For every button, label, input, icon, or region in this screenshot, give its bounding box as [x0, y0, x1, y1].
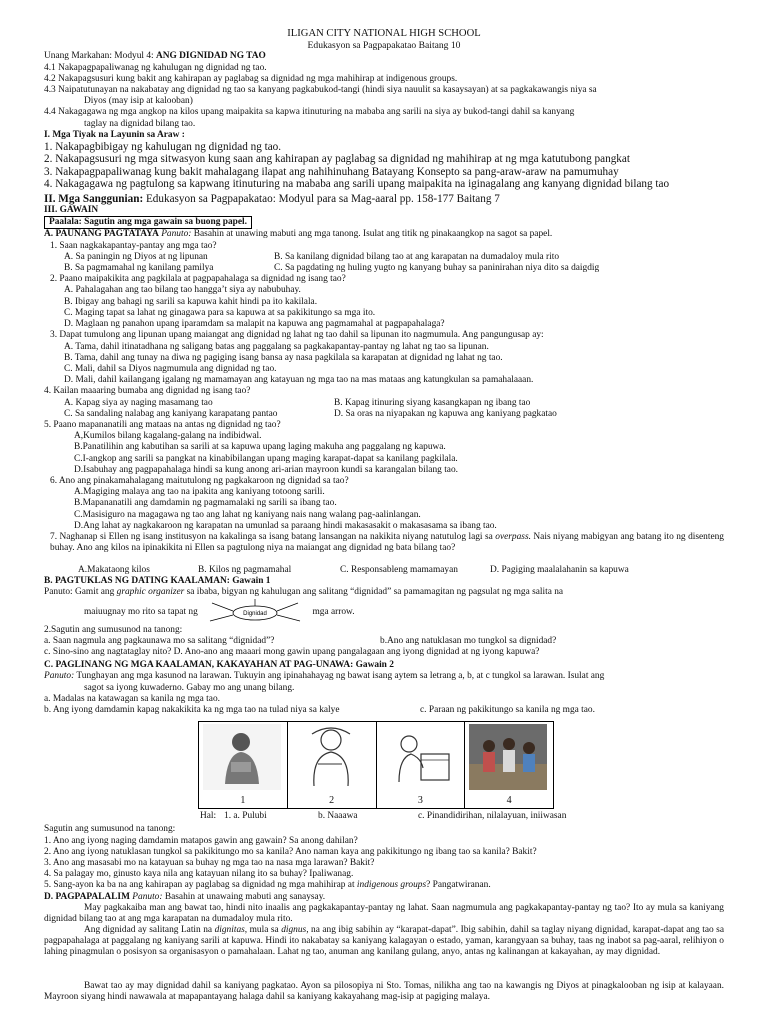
- part-b-question-b: b.Ano ang natuklasan mo tungkol sa dignidad?: [380, 635, 557, 646]
- question-2-choice-b: B. Ibigay ang bahagi ng sarili sa kapuwa kahit hindi pa ito kakilala.: [64, 296, 318, 307]
- question-1-choice-a: A. Sa paningin ng Diyos at ng lipunan: [64, 251, 208, 262]
- essay-paragraph-2-italic-1: dignitas,: [214, 924, 248, 935]
- reflection-question-2: 2. Ano ang iyong natuklasan tungkol sa pakikitungo mo sa kanila? Ano naman kaya ang pakikitungo ng ibang tao sa kanila? Bakit?: [44, 846, 537, 857]
- part-d-heading-line: [44, 892, 724, 903]
- picture-1-bowl: [231, 762, 251, 772]
- competency-3-cont: Diyos (may isip at kalooban): [84, 96, 193, 107]
- part-d-heading: D. PAGPAPALALIM: [44, 891, 130, 902]
- question-4-choice-c: C. Sa sandaling nalabag ang kaniyang karapatang pantao: [64, 408, 278, 419]
- example-label: Hal:: [200, 811, 217, 822]
- picture-4-shirt-2: [503, 750, 515, 772]
- picture-4-child-1: [483, 740, 495, 752]
- reflection-question-4: 4. Sa palagay mo, ginusto kaya nila ang katayuan nilang ito sa buhay? Ipaliwanag.: [44, 869, 354, 880]
- question-4-row-2: [44, 409, 724, 420]
- essay-paragraph-1: May pagkakaiba man ang bawat tao, hindi nito inaalis ang pagkakapantay-pantay ng lahat. Saan nagmumula ang pagkakapantay-pantay ng tao? Ito ay mula sa kaniyang dignidad bilang tao at ang mga karapatan na dumadaloy mula rito.: [44, 902, 724, 925]
- part-c-items-bc: [44, 705, 724, 716]
- competency-2: 4.2 Nakapagsusuri kung bakit ang kahirapan ay paglabag sa dignidad ng mga mahihirap at indigenous groups.: [44, 73, 458, 84]
- module-line: [44, 51, 724, 62]
- question-3: 3. Dapat tumulong ang lipunan upang maiangat ang dignidad ng lahat ng tao dahil sa lipunan ito nagmumula. Ang pangungusap ay:: [50, 330, 544, 341]
- question-7-italic: overpass.: [495, 531, 531, 542]
- reflection-question-3: 3. Ano ang masasabi mo na katayuan sa buhay ng mga tao na nasa mga larawan? Bakit?: [44, 858, 375, 868]
- graphic-organizer: [200, 599, 310, 625]
- worksheet-page: [44, 28, 724, 1015]
- question-4-choice-d: D. Sa oras na niyapakan ng kapuwa ang kaniyang pagkatao: [334, 408, 557, 419]
- references-heading: II. Mga Sanggunian:: [44, 192, 144, 205]
- question-3-choice-c: C. Mali, dahil sa Diyos nagmumula ang dignidad ng tao.: [64, 363, 277, 374]
- essay-paragraph-3: Bawat tao ay may dignidad dahil sa kaniyang pagkatao. Ayon sa pilosopiya ni Sto. Tomas, nilikha ang tao na kawangis ng Diyos at pinagkalooban ng isip at kalayaan. Mayroon siyang hindi nawawala at mapapantayang halaga dahil sa kaniyang kakayahang mag-isip at pagiging malaya.: [44, 980, 724, 1003]
- picture-3-bin: [421, 754, 449, 780]
- objective-1: 1. Nakapagbibigay ng kahulugan ng dignidad ng tao.: [44, 141, 282, 154]
- picture-2-head: [321, 730, 341, 750]
- question-5-choice-c: C.I-angkop ang sarili sa pangkat na kinabibilangan upang maging karapat-dapat sa kanilang pagkilala.: [74, 453, 458, 464]
- question-2-choice-c: C. Maging tapat sa lahat ng ginagawa para sa kapuwa at sa pakikitungo sa mga ito.: [64, 307, 376, 318]
- organizer-arrow-se: [277, 615, 300, 621]
- question-2: 2. Paano maipakikita ang pagkilala at pagpapahalaga sa dignidad ng isang tao?: [50, 274, 346, 285]
- part-c-heading: C. PAGLINANG NG MGA KAALAMAN, KAKAYAHAN AT PAG-UNAWA:: [44, 660, 354, 671]
- part-b-questions-ab: [44, 636, 724, 647]
- question-3-choice-a: A. Tama, dahil itinatadhana ng saligang batas ang paggalang sa pagkakapantay-pantay ng lahat ng tao sa lipunan.: [64, 341, 489, 352]
- part-c-direction: [44, 671, 724, 682]
- picture-4-child-2: [503, 738, 515, 750]
- question-6-choice-b: B.Mapananatili ang damdamin ng pagmamalaki ng sarili sa ibang tao.: [74, 498, 337, 509]
- part-d-direction-label: Panuto:: [132, 891, 163, 902]
- part-b-direction-italic: graphic organizer: [116, 587, 185, 598]
- subject-title: Edukasyon sa Pagpapakatao Baitang 10: [307, 40, 461, 52]
- part-c-direction-text: Tunghayan ang mga kasunod na larawan. Tukuyin ang ipinahahayag ng bawat isang aytem sa letrang a, b, at c tungkol sa larawan. Isulat ang: [76, 671, 605, 682]
- picture-strip: [198, 721, 554, 809]
- picture-3: [377, 722, 466, 808]
- organizer-arrow-ne: [277, 603, 298, 611]
- part-a-direction: [44, 229, 724, 240]
- question-2-choice-a: A. Pahalagahan ang tao bilang tao hangga’t siya ay nabubuhay.: [64, 285, 301, 296]
- reflection-question-5-italic: indigenous groups: [356, 880, 427, 891]
- question-7-prefix: 7. Naghanap si Ellen ng isang institusyon na kakalinga sa isang batang lansangan na nakikita niyang natutulog lagi sa: [50, 531, 493, 542]
- example-a: 1. a. Pulubi: [224, 811, 267, 822]
- school-name: ILIGAN CITY NATIONAL HIGH SCHOOL: [287, 28, 481, 39]
- essay-paragraph-2-mid: mula sa: [247, 924, 279, 935]
- reflection-question-5-prefix: 5. Sang-ayon ka ba na ang kahirapan ay paglabag sa dignidad ng mga mahihirap at: [44, 880, 355, 891]
- picture-4-number: 4: [506, 795, 512, 807]
- picture-1-head: [232, 733, 250, 751]
- essay-paragraph-2-suffix: na ang ibig sabihin ay “karapat-dapat”. Ibig sabihin, dahil sa taglay niyang dignidad, karapat-dapat ang tao sa pagpapahalaga at paggalang ng kaniyang sarili at kapuwa. Hindi ito nakabatay sa kaniyang kalagayan o estado, yaman, karangyaan sa buhay, taas ng inabot sa pag-aaral, relihiyon o lahing pinagmulan o posisyon sa organisasyon o pamahalaan. Lahat ng tao, anuman ang kanilang gulang, anyo, antas ng kalinangan at kakayahan, ay may dignidad.: [44, 924, 724, 958]
- question-5: 5. Paano mapananatili ang mataas na antas ng dignidad ng tao?: [44, 419, 281, 430]
- references-line: [44, 193, 724, 205]
- part-a-direction-label: Panuto:: [161, 229, 192, 240]
- picture-1-sketch: [203, 724, 281, 790]
- example-line: [44, 811, 724, 822]
- objective-4: 4. Nakagagawa ng pagtulong sa kapwang itinuturing na mababa ang sarili upang maipakita na iginagalang ang kanyang dignidad bilang tao: [44, 178, 670, 191]
- question-7-suffix: Nais niyang mabigyan ang batang ito ng disenteng buhay. Ano ang kilos na ipinakikita ni Ellen sa pagtulong niya na maiangat ang dignidad ng bata bilang tao?: [50, 531, 724, 554]
- competency-4: 4.4 Nakagagawa ng mga angkop na kilos upang maipakita sa kapwa itinuturing na mababa ang sarili na siya ay bukod-tangi dahil sa kanyang: [44, 107, 575, 118]
- reminder-box: Paalala: Sagutin ang mga gawain sa buong papel.: [44, 216, 252, 229]
- section-3-heading: III. GAWAIN: [44, 205, 99, 216]
- part-b-question-c: c. Sino-sino ang nagtataglay nito? D. Ano-ano ang maaari mong gawin upang pangalagaan ang iyong dignidad at ng iyong kapuwa?: [44, 646, 540, 657]
- question-4: 4. Kailan maaaring bumaba ang dignidad ng isang tao?: [44, 386, 251, 397]
- question-4-choice-a: A. Kapag siya ay naging masamang tao: [64, 397, 213, 408]
- question-7-choice-d: D. Pagiging maalalahanin sa kapuwa: [490, 564, 629, 575]
- picture-3-sketch: [381, 724, 459, 790]
- question-2-choice-d: D. Maglaan ng panahon upang iparamdam sa malapit na kapuwa ang pagmamahal at pagpapahalaga?: [64, 319, 445, 330]
- reflection-question-5: [44, 880, 724, 891]
- picture-2-body: [314, 752, 348, 786]
- picture-4-child-3: [523, 742, 535, 754]
- part-a-heading: A. PAUNANG PAGTATAYA: [44, 229, 159, 240]
- part-c-gawain: Gawain 2: [355, 660, 394, 671]
- picture-3-number: 3: [417, 795, 423, 807]
- part-b-direction: [44, 587, 724, 598]
- essay-paragraph-2-prefix: Ang dignidad ay salitang Latin na: [84, 924, 213, 935]
- part-b-organizer-line: [44, 599, 724, 625]
- question-7-choice-c: C. Responsableng mamamayan: [340, 564, 458, 575]
- question-4-choice-b: B. Kapag itinuring siyang kasangkapan ng ibang tao: [334, 397, 531, 408]
- competency-4-cont: taglay na dignidad bilang tao.: [84, 118, 196, 129]
- question-1-choice-b: B. Sa kanilang dignidad bilang tao at ang karapatan na dumadaloy mula rito: [274, 251, 560, 262]
- organizer-arrow-nw: [212, 603, 233, 611]
- references-text: Edukasyon sa Pagpapakatao: Modyul para sa Mag-aaral pp. 158-177 Baitang 7: [145, 192, 500, 205]
- reflection-question-1: 1. Ano ang iyong naging damdamin matapos gawin ang gawain? Sa anong dahilan?: [44, 835, 358, 846]
- part-b-heading-line: [44, 576, 724, 587]
- part-c-heading-line: [44, 660, 724, 671]
- part-b-heading: B. PAGTUKLAS NG DATING KAALAMAN:: [44, 576, 230, 587]
- question-3-choice-b: B. Tama, dahil ang tunay na diwa ng pagiging isang bansa ay nasa pagkilala sa karapatan at dignidad ng lahat ng tao.: [64, 352, 503, 363]
- part-b-question-a: a. Saan nagmula ang pagkaunawa mo sa salitang “dignidad”?: [44, 635, 275, 646]
- part-c-item-b: b. Ang iyong damdamin kapag nakakikita ka ng mga tao na tulad niya sa kalye: [44, 704, 340, 715]
- question-1-row-1: [44, 252, 724, 263]
- part-c-direction-label: Panuto:: [44, 671, 75, 682]
- objective-3: 3. Nakapagpapaliwanag kung bakit mahalagang ilapat ang nahihinuhang Batayang Konsepto sa pang-araw-araw na pamumuhay: [44, 165, 619, 178]
- part-b-direction-line2a: maiuugnay mo rito sa tapat ng: [84, 606, 198, 617]
- question-7-choices: [44, 565, 724, 576]
- example-c: c. Pinandidirihan, nilalayuan, iniiwasan: [418, 811, 567, 822]
- module-label: Unang Markahan: Modyul 4:: [44, 51, 154, 62]
- objective-2: 2. Nakapagsusuri ng mga sitwasyon kung saan ang kahirapan ay paglabag sa dignidad ng mahihirap at ng mga katutubong pangkat: [44, 153, 630, 166]
- question-1: 1. Saan nagkakapantay-pantay ang mga tao?: [50, 240, 217, 251]
- organizer-arrow-sw: [210, 615, 233, 621]
- question-5-choice-b: B.Panatilihin ang kabutihan sa sarili at sa kapuwa upang laging makuha ang paggalang ng kapuwa.: [74, 442, 446, 453]
- question-5-choice-d: D.Isabuhay ang pagpapahalaga hindi sa kung anong ari-arian mayroon kundi sa karangalan bilang tao.: [74, 464, 458, 475]
- picture-3-head: [401, 736, 417, 752]
- picture-4-photo: [469, 724, 547, 790]
- graphic-organizer-diagram: [200, 599, 310, 625]
- question-1-choice-c: B. Sa pagmamahal ng kanilang pamilya: [64, 263, 214, 274]
- organizer-label: Dignidad: [243, 610, 267, 617]
- part-d-direction: Basahin at unawaing mabuti ang sanaysay.: [164, 891, 326, 902]
- essay-paragraph-2-italic-2: dignus,: [281, 924, 309, 935]
- question-1-choice-d: C. Sa pagdating ng huling yugto ng kanyang buhay sa paninirahan niya dito sa daigdig: [274, 263, 600, 274]
- question-5-choice-a: A,Kumilos bilang kagalang-galang na indibidwal.: [74, 431, 262, 442]
- essay-paragraph-2: [44, 925, 724, 981]
- picture-2-number: 2: [329, 795, 335, 807]
- question-7-choice-b: B. Kilos ng pagmamahal: [198, 564, 292, 575]
- question-7: [44, 532, 724, 565]
- part-b-gawain: Gawain 1: [232, 576, 271, 587]
- question-6-choice-c: C.Masisiguro na magagawa ng tao ang lahat ng kaniyang nais nang walang pag-aalinlangan.: [74, 509, 421, 520]
- section-1-heading: I. Mga Tiyak na Layunin sa Araw :: [44, 129, 185, 140]
- reminder-line: [44, 216, 724, 229]
- example-b: b. Naaawa: [318, 811, 358, 822]
- picture-2-sketch: [292, 724, 370, 790]
- picture-4-shirt-3: [523, 754, 535, 772]
- picture-4-shirt-1: [483, 752, 495, 772]
- questions-intro: Sagutin ang sumusunod na tanong:: [44, 824, 176, 835]
- question-4-row-1: [44, 398, 724, 409]
- part-c-item-c: c. Paraan ng pakikitungo sa kanila ng mga tao.: [420, 704, 595, 715]
- part-b-direction-line2b: mga arrow.: [312, 606, 355, 617]
- question-6: 6. Ano ang pinakamahalagang maitutulong ng pagkakaroon ng dignidad sa tao?: [50, 475, 349, 486]
- competency-1: 4.1 Nakapagpapaliwanag ng kahulugan ng dignidad ng tao.: [44, 62, 267, 73]
- part-c-item-a: a. Madalas na katawagan sa kanila ng mga tao.: [44, 693, 220, 704]
- picture-1: [199, 722, 288, 808]
- part-a-direction-text: Basahin at unawing mabuti ang mga tanong. Isulat ang titik ng pinakaangkop na sagot sa papel.: [193, 229, 553, 240]
- question-3-choice-d: D. Mali, dahil kailangang igalang ng mamamayan ang katayuan ng mga tao na mas mataas ang katungkulan sa pamahalaaan.: [64, 375, 534, 386]
- picture-3-body: [399, 754, 423, 782]
- module-title: ANG DIGNIDAD NG TAO: [155, 51, 266, 62]
- picture-1-number: 1: [240, 795, 246, 807]
- competency-3: 4.3 Naipatutunayan na nakabatay ang dignidad ng tao sa kanyang pagkabukod-tangi (hindi siya nauulit sa kasaysayan) at sa pagkakawangis niya sa: [44, 85, 597, 96]
- part-b-direction-suffix: sa ibaba, bigyan ng kahulugan ang salitang “dignidad” sa pamamagitan ng pagsulat ng mga salita na: [186, 587, 564, 598]
- question-6-choice-a: A.Magiging malaya ang tao na ipakita ang kaniyang totoong sarili.: [74, 487, 325, 498]
- question-1-row-2: [44, 263, 724, 274]
- picture-2-hat: [312, 728, 350, 734]
- reflection-question-5-suffix: ? Pangatwiranan.: [426, 880, 491, 891]
- picture-2: [288, 722, 377, 808]
- picture-4: [465, 722, 553, 808]
- part-c-direction-2: sagot sa iyong kuwaderno. Gabay mo ang unang bilang.: [84, 682, 295, 693]
- question-6-choice-d: D.Ang lahat ay nagkakaroon ng karapatan na umunlad sa paraang hindi makasasakit o makasasama sa ibang tao.: [74, 520, 497, 531]
- part-b-followup: 2.Sagutin ang sumusunod na tanong:: [44, 624, 183, 635]
- part-b-direction-prefix: Panuto: Gamit ang: [44, 587, 115, 598]
- question-7-choice-a: A.Makataong kilos: [78, 564, 150, 575]
